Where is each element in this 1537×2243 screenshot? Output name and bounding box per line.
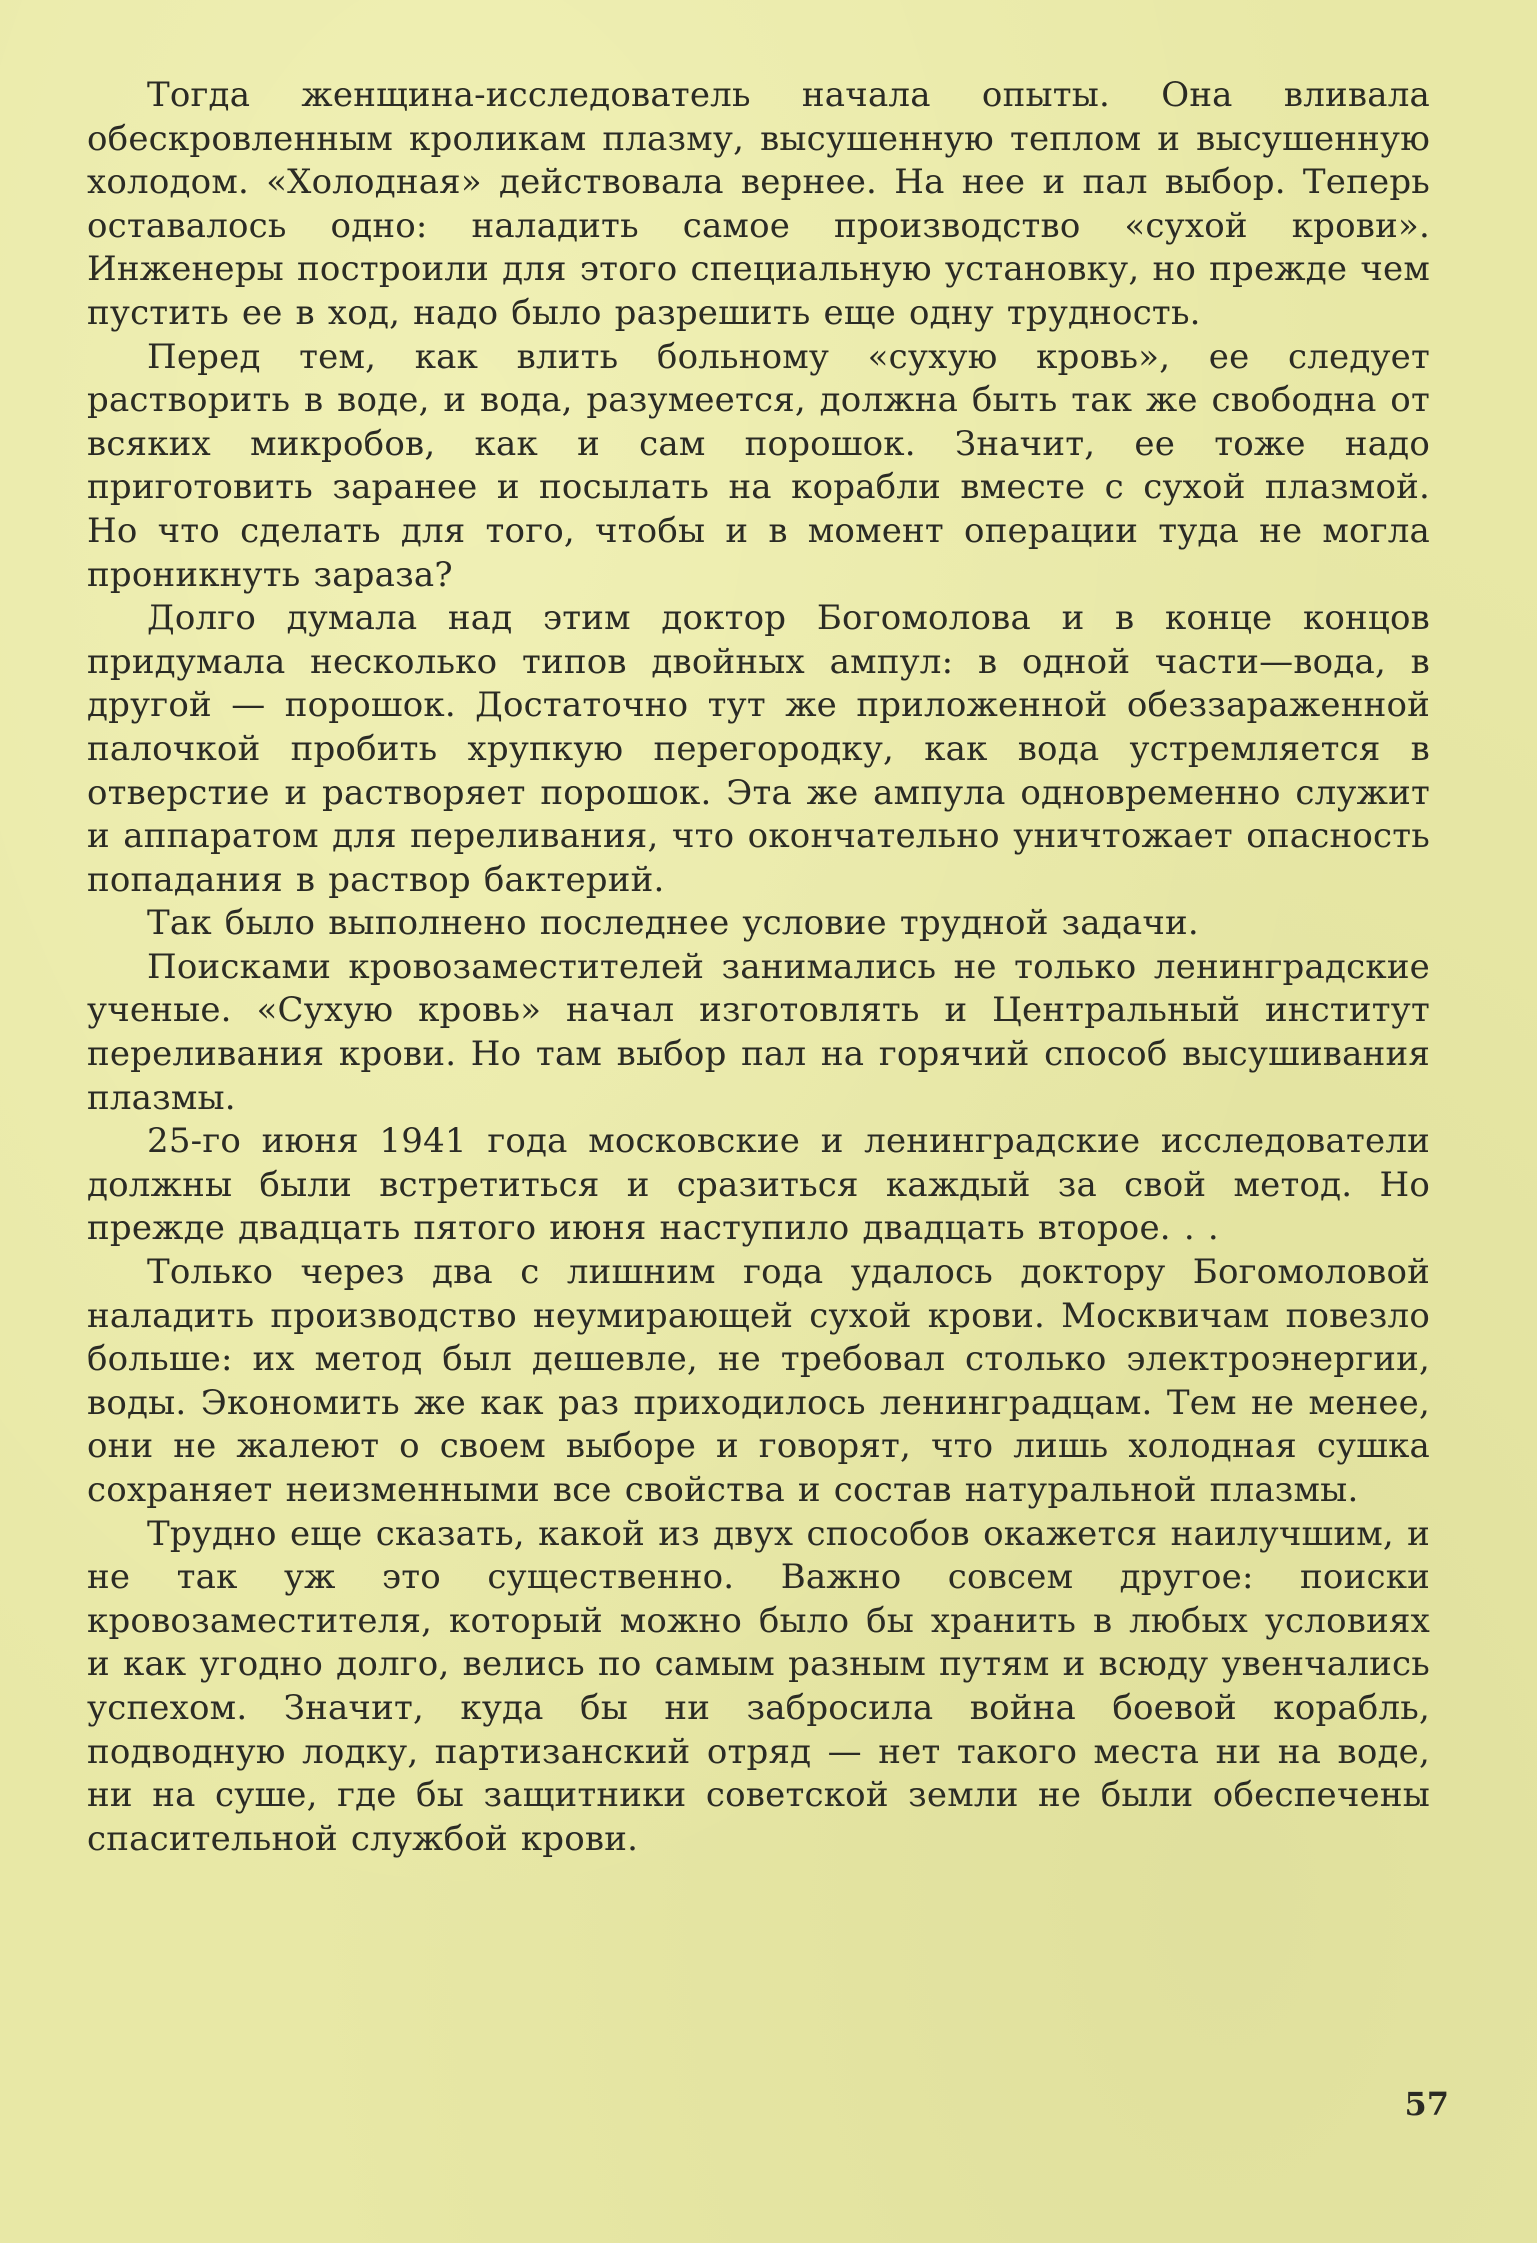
paragraph: Так было выполнено последнее условие трудной задачи.: [147, 903, 1199, 944]
paragraph: Поисками кровозаместителей занимались не только ленинградские ученые. «Сухую кровь» начал изготовлять и Центральный институт переливания крови. Но там выбор пал на горячий способ высушивания плазмы.: [87, 946, 1430, 1118]
paragraph: Перед тем, как влить больному «сухую кровь», ее следует растворить в воде, и вода, разумеется, должна быть так же свободна от всяких микробов, как и сам порошок. Значит, ее тоже надо приготовить заранее и посылать на корабли вместе с сухой плазмой. Но что сделать для того, чтобы и в момент операции туда не могла проникнуть зараза?: [87, 336, 1430, 595]
paragraph: Только через два с лишним года удалось доктору Богомоловой наладить производство неумирающей сухой крови. Москвичам повезло больше: их метод был дешевле, не требовал столько электроэнергии, воды. Экономить же как раз приходилось ленинградцам. Тем не менее, они не жалеют о своем выборе и говорят, что лишь холодная сушка сохраняет неизменными все свойства и состав натуральной плазмы.: [87, 1252, 1430, 1510]
body-text: [87, 74, 1430, 1861]
paragraph: Трудно еще сказать, какой из двух способов окажется наилучшим, и не так уж это существенно. Важно совсем другое: поиски кровозаместителя, который можно было бы хранить в любых условиях и как угодно долго, велись по самым разным путям и всюду увенчались успехом. Значит, куда бы ни забросила война боевой корабль, подводную лодку, партизанский отряд — нет такого места ни на воде, ни на суше, где бы защитники советской земли не были обеспечены спасительной службой крови.: [87, 1513, 1430, 1859]
page-number: 57: [1404, 2085, 1449, 2123]
paragraph: 25-го июня 1941 года московские и ленинградские исследователи должны были встретиться и сразиться каждый за свой метод. Но прежде двадцать пятого июня наступило двадцать второе. . .: [87, 1121, 1430, 1249]
paragraph: Тогда женщина-исследователь начала опыты. Она вливала обескровленным кроликам плазму, высушенную теплом и высушенную холодом. «Холодная» действовала вернее. На нее и пал выбор. Теперь оставалось одно: наладить самое производство «сухой крови». Инженеры построили для этого специальную установку, но прежде чем пустить ее в ход, надо было разрешить еще одну трудность.: [87, 75, 1430, 333]
paragraph: Долго думала над этим доктор Богомолова и в конце концов придумала несколько типов двойных ампул: в одной части—вода, в другой — порошок. Достаточно тут же приложенной обеззараженной палочкой пробить хрупкую перегородку, как вода устремляется в отверстие и растворяет порошок. Эта же ампула одновременно служит и аппаратом для переливания, что окончательно уничтожает опасность попадания в раствор бактерий.: [87, 598, 1430, 900]
